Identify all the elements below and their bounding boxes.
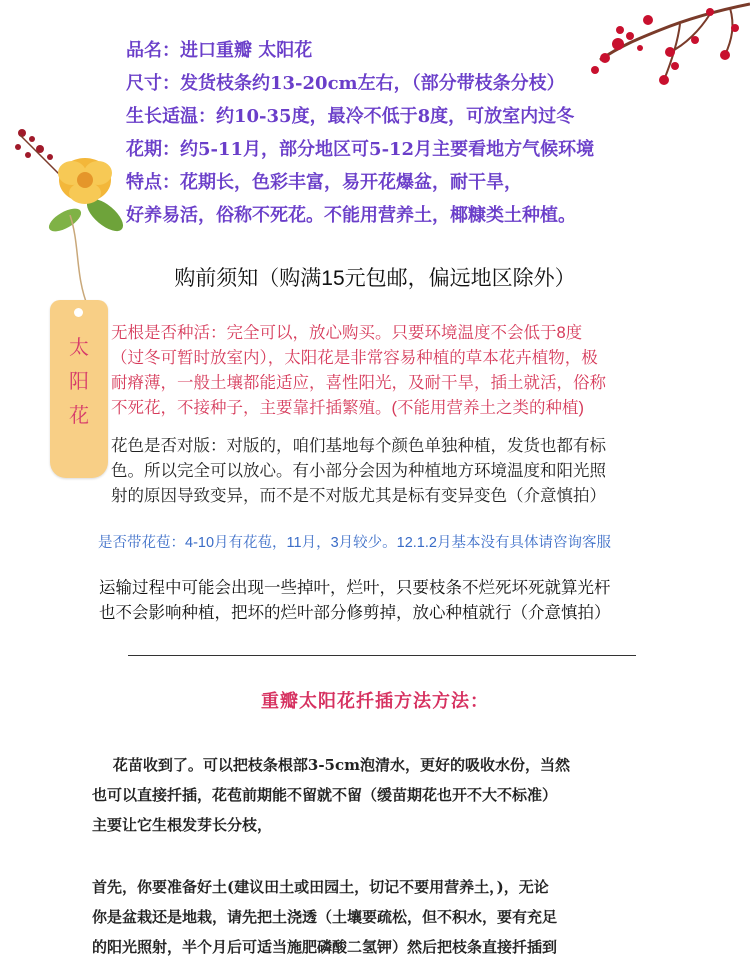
section-divider bbox=[128, 655, 636, 656]
rootless-survival-paragraph bbox=[111, 321, 731, 421]
features: 特点：花期长，色彩丰富，易开花爆盆，耐干旱， bbox=[126, 172, 522, 193]
paragraph-line: （过冬可暂时放室内），太阳花是非常容易种植的草本花卉植物，极 bbox=[111, 349, 598, 367]
paragraph-line: 你是盆栽还是地栽，请先把土浇透（土壤要疏松，但不积水，要有充足 bbox=[92, 908, 558, 926]
seedling-paragraph bbox=[92, 750, 742, 840]
features-continued: 好养易活，俗称不死花。不能用营养土，椰糠类土种植。 bbox=[126, 205, 576, 226]
paragraph-line: 色。所以完全可以放心。有小部分会因为种植地方环境温度和阳光照 bbox=[111, 462, 606, 480]
flower-bud-info: 是否带花苞：4-10月有花苞，11月，3月较少。12.1.2月基本没有具体请咨询客服 bbox=[98, 535, 611, 551]
paragraph-line: 也可以直接扦插，花苞前期能不留就不留（缓苗期花也开不大不标准） bbox=[92, 786, 558, 804]
tag-text bbox=[50, 330, 108, 432]
paragraph-line: 射的原因导致变异，而不是不对版尤其是标有变异变色（介意慎拍） bbox=[111, 487, 606, 505]
product-name: 品名：进口重瓣 太阳花 bbox=[126, 40, 313, 61]
cutting-method-title: 重瓣太阳花扦插方法方法： bbox=[261, 691, 489, 712]
tag-hole bbox=[74, 308, 83, 317]
product-info bbox=[126, 34, 726, 232]
paragraph-line: 的阳光照射，半个月后可适当施肥磷酸二氢钾）然后把枝条直接扦插到 bbox=[92, 938, 558, 956]
product-size: 尺寸：发货枝条约13-20cm左右，（部分带枝条分枝） bbox=[126, 73, 565, 94]
transport-paragraph bbox=[99, 576, 739, 626]
paragraph-line: 运输过程中可能会出现一些掉叶，烂叶，只要枝条不烂死坏死就算光杆 bbox=[99, 579, 611, 597]
paragraph-line: 耐瘠薄，一般土壤都能适应，喜性阳光，及耐干旱，插土就活，俗称 bbox=[111, 374, 606, 392]
purchase-notice-title: 购前须知（购满15元包邮，偏远地区除外） bbox=[174, 267, 576, 290]
growth-temperature: 生长适温：约10-35度，最冷不低于8度，可放室内过冬 bbox=[126, 106, 575, 127]
paragraph-line: 首先，你要准备好土(建议田土或田园土，切记不要用营养土，)，无论 bbox=[92, 878, 549, 896]
flowering-period: 花期：约5-11月，部分地区可5-12月主要看地方气候环境 bbox=[126, 139, 595, 160]
paragraph-line: 花色是否对版：对版的，咱们基地每个颜色单独种植，发货也都有标 bbox=[111, 437, 606, 455]
flower-color-paragraph bbox=[111, 434, 731, 509]
tag-char: 阳 bbox=[69, 369, 89, 393]
tag-char: 太 bbox=[69, 335, 89, 359]
paragraph-line: 不死花，不接种子，主要靠扦插繁殖。(不能用营养土之类的种植) bbox=[111, 399, 584, 417]
name-tag bbox=[50, 300, 108, 478]
paragraph-line: 主要让它生根发芽长分枝， bbox=[92, 816, 273, 834]
paragraph-line: 花苗收到了。可以把枝条根部3-5cm泡清水，更好的吸收水份，当然 bbox=[92, 756, 570, 774]
paragraph-line: 也不会影响种植，把坏的烂叶部分修剪掉，放心种植就行（介意慎拍） bbox=[99, 604, 611, 622]
paragraph-line: 无根是否种活：完全可以，放心购买。只要环境温度不会低于8度 bbox=[111, 324, 583, 342]
first-step-paragraph bbox=[92, 872, 742, 962]
tag-char: 花 bbox=[69, 403, 89, 427]
